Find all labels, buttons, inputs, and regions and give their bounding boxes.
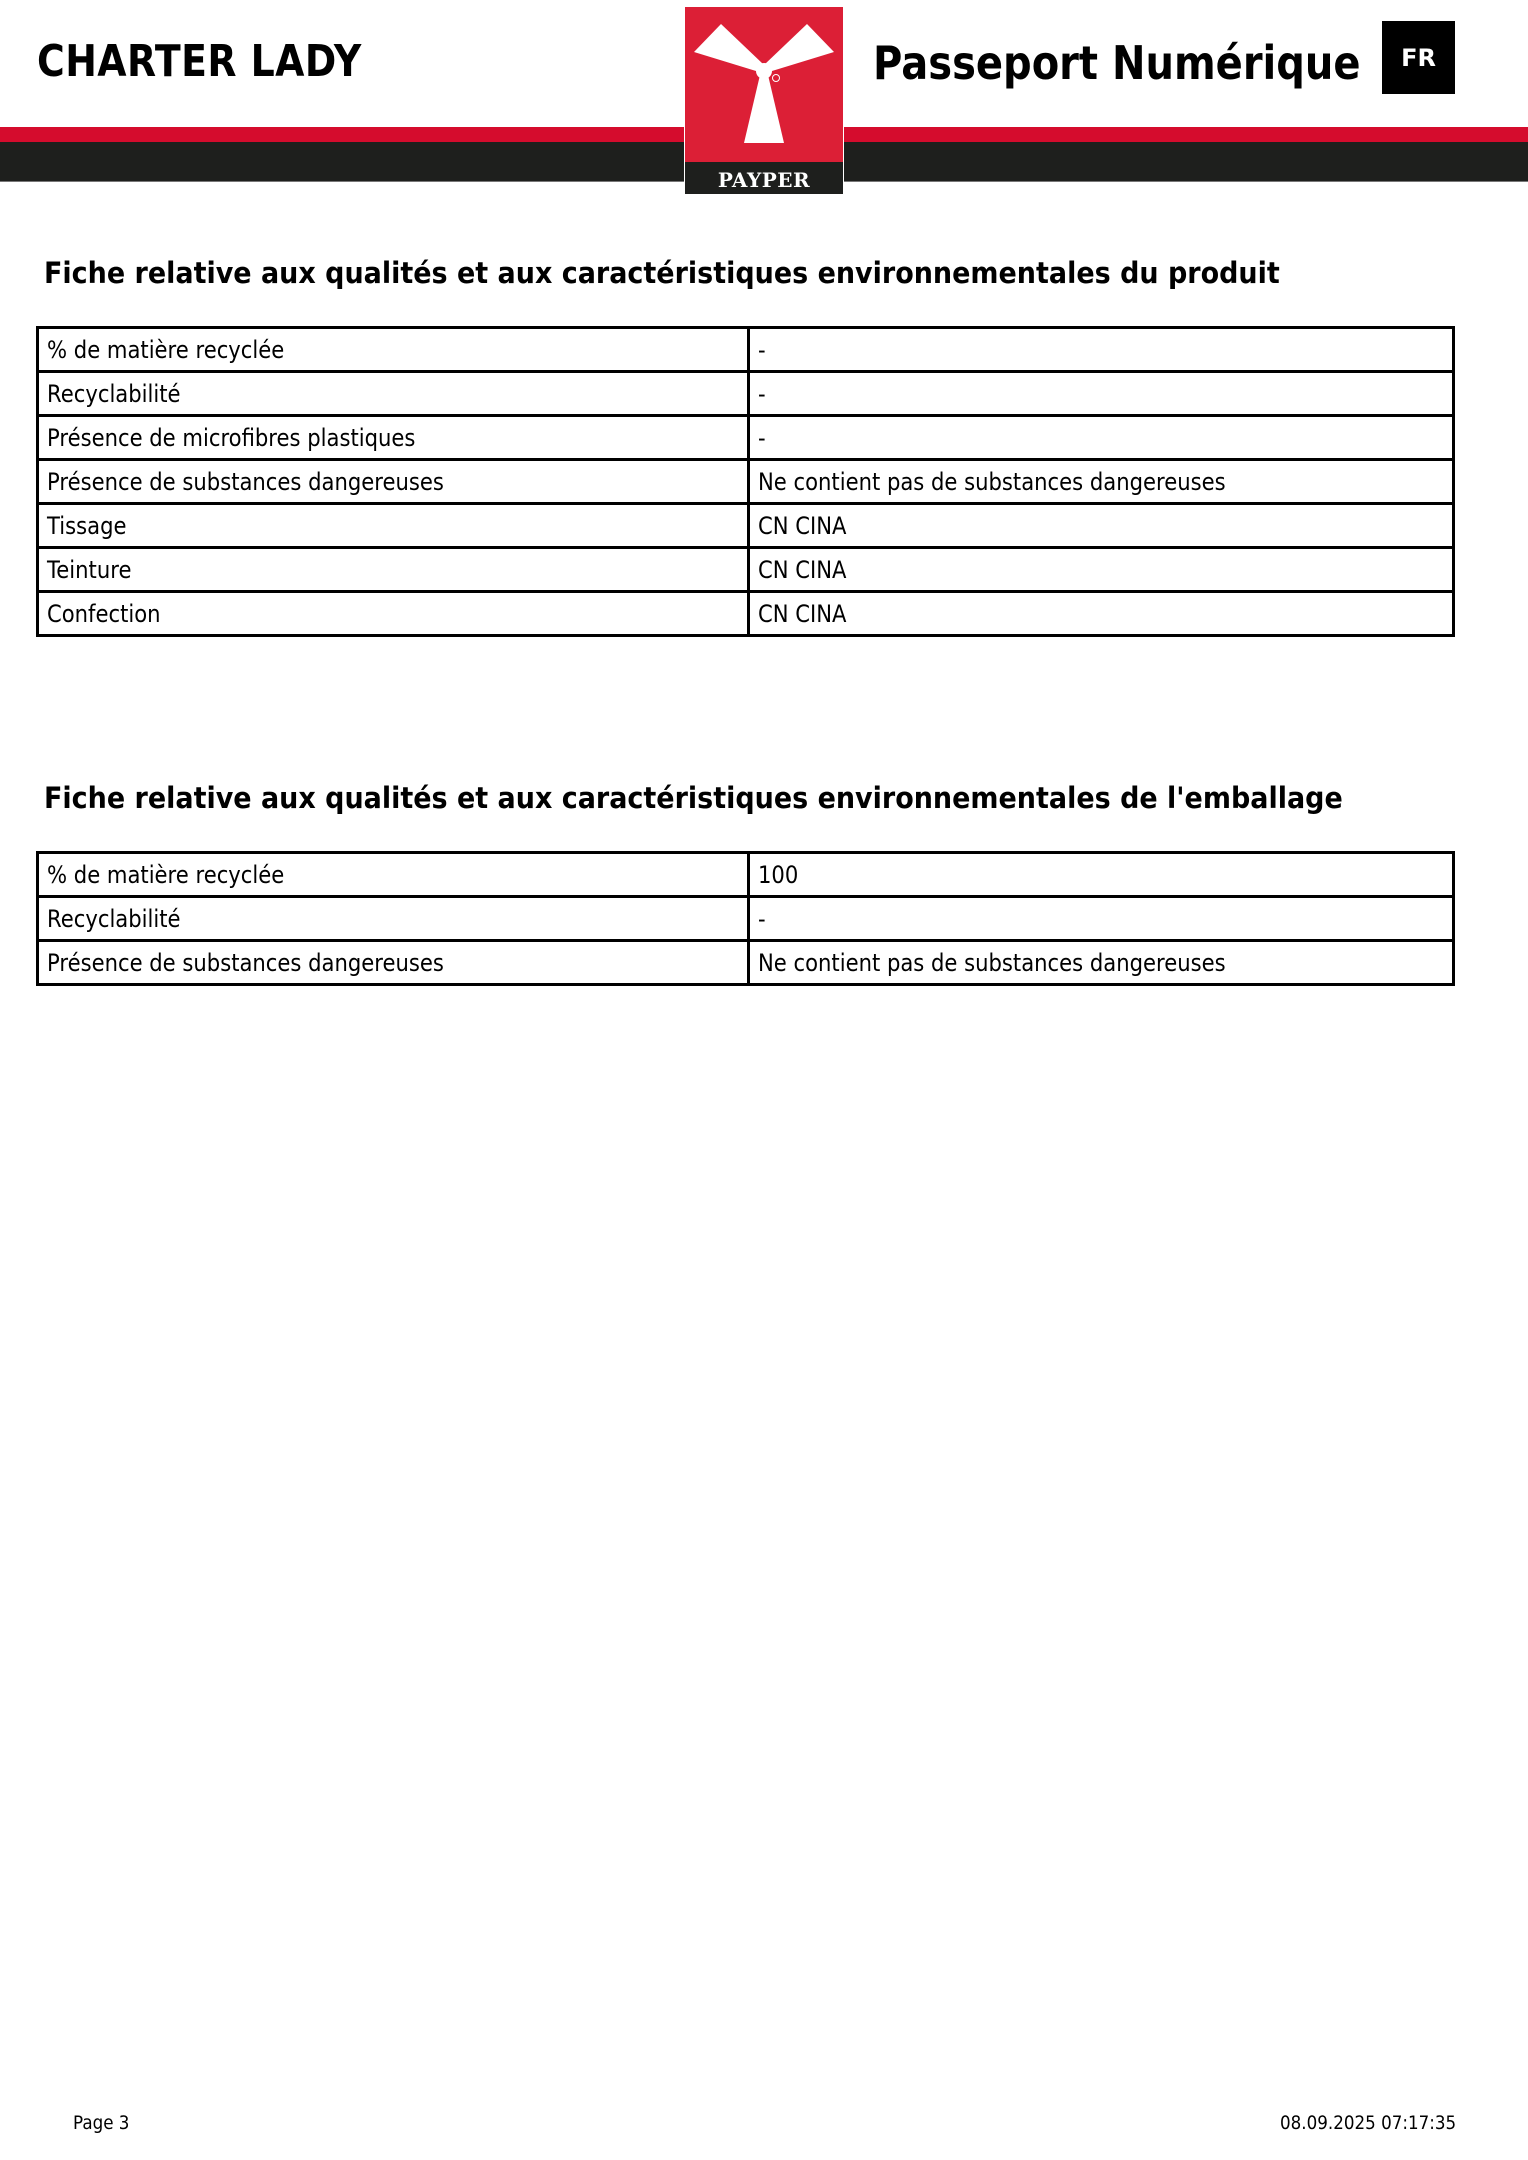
product-section-title: Fiche relative aux qualités et aux caractéristiques environnementales du produit xyxy=(44,256,1280,290)
row-value: CN CINA xyxy=(758,555,847,584)
row-label: Présence de microfibres plastiques xyxy=(47,423,416,452)
row-value-cell xyxy=(749,372,1454,416)
product-characteristics-table xyxy=(36,326,1455,637)
table-row xyxy=(38,416,1454,460)
row-label-cell xyxy=(38,372,749,416)
generation-timestamp: 08.09.2025 07:17:35 xyxy=(1279,2112,1456,2134)
row-label: Présence de substances dangereuses xyxy=(47,948,444,977)
table-row xyxy=(38,897,1454,941)
row-value: Ne contient pas de substances dangereuses xyxy=(758,948,1226,977)
language-selector[interactable]: FR xyxy=(1382,21,1455,94)
row-label-cell xyxy=(38,941,749,985)
page-header xyxy=(0,0,1528,200)
row-label: Présence de substances dangereuses xyxy=(47,467,444,496)
packaging-section-title: Fiche relative aux qualités et aux caractéristiques environnementales de l'emballage xyxy=(44,781,1343,815)
table-row xyxy=(38,548,1454,592)
row-label: Recyclabilité xyxy=(47,379,181,408)
table-row xyxy=(38,853,1454,897)
row-value-cell xyxy=(749,460,1454,504)
row-value-cell xyxy=(749,328,1454,372)
row-value: CN CINA xyxy=(758,599,847,628)
row-value-cell xyxy=(749,897,1454,941)
table-row xyxy=(38,460,1454,504)
row-value: Ne contient pas de substances dangereuses xyxy=(758,467,1226,496)
table-row xyxy=(38,941,1454,985)
row-value: - xyxy=(758,904,766,933)
row-label-cell xyxy=(38,592,749,636)
row-value: - xyxy=(758,379,766,408)
row-label: Confection xyxy=(47,599,161,628)
packaging-characteristics-table xyxy=(36,851,1455,986)
row-label-cell xyxy=(38,416,749,460)
row-value-cell xyxy=(749,548,1454,592)
logo-wordmark: PAYPER xyxy=(717,168,811,192)
row-label: Recyclabilité xyxy=(47,904,181,933)
row-label: % de matière recyclée xyxy=(47,860,285,889)
row-value-cell xyxy=(749,416,1454,460)
payper-logo xyxy=(684,7,844,194)
table-row xyxy=(38,504,1454,548)
document-title: Passeport Numérique xyxy=(873,36,1361,90)
row-label-cell xyxy=(38,460,749,504)
row-value-cell xyxy=(749,504,1454,548)
row-value: - xyxy=(758,335,766,364)
row-label: Tissage xyxy=(47,511,127,540)
page-number: Page 3 xyxy=(73,2112,130,2134)
row-value: 100 xyxy=(758,860,799,889)
table-row xyxy=(38,372,1454,416)
row-label: Teinture xyxy=(47,555,132,584)
row-label-cell xyxy=(38,853,749,897)
row-label-cell xyxy=(38,328,749,372)
row-value: CN CINA xyxy=(758,511,847,540)
row-label-cell xyxy=(38,504,749,548)
table-row xyxy=(38,328,1454,372)
table-row xyxy=(38,592,1454,636)
row-label: % de matière recyclée xyxy=(47,335,285,364)
row-value: - xyxy=(758,423,766,452)
row-label-cell xyxy=(38,548,749,592)
row-value-cell xyxy=(749,853,1454,897)
row-value-cell xyxy=(749,592,1454,636)
row-value-cell xyxy=(749,941,1454,985)
brand-name: CHARTER LADY xyxy=(37,36,362,87)
row-label-cell xyxy=(38,897,749,941)
